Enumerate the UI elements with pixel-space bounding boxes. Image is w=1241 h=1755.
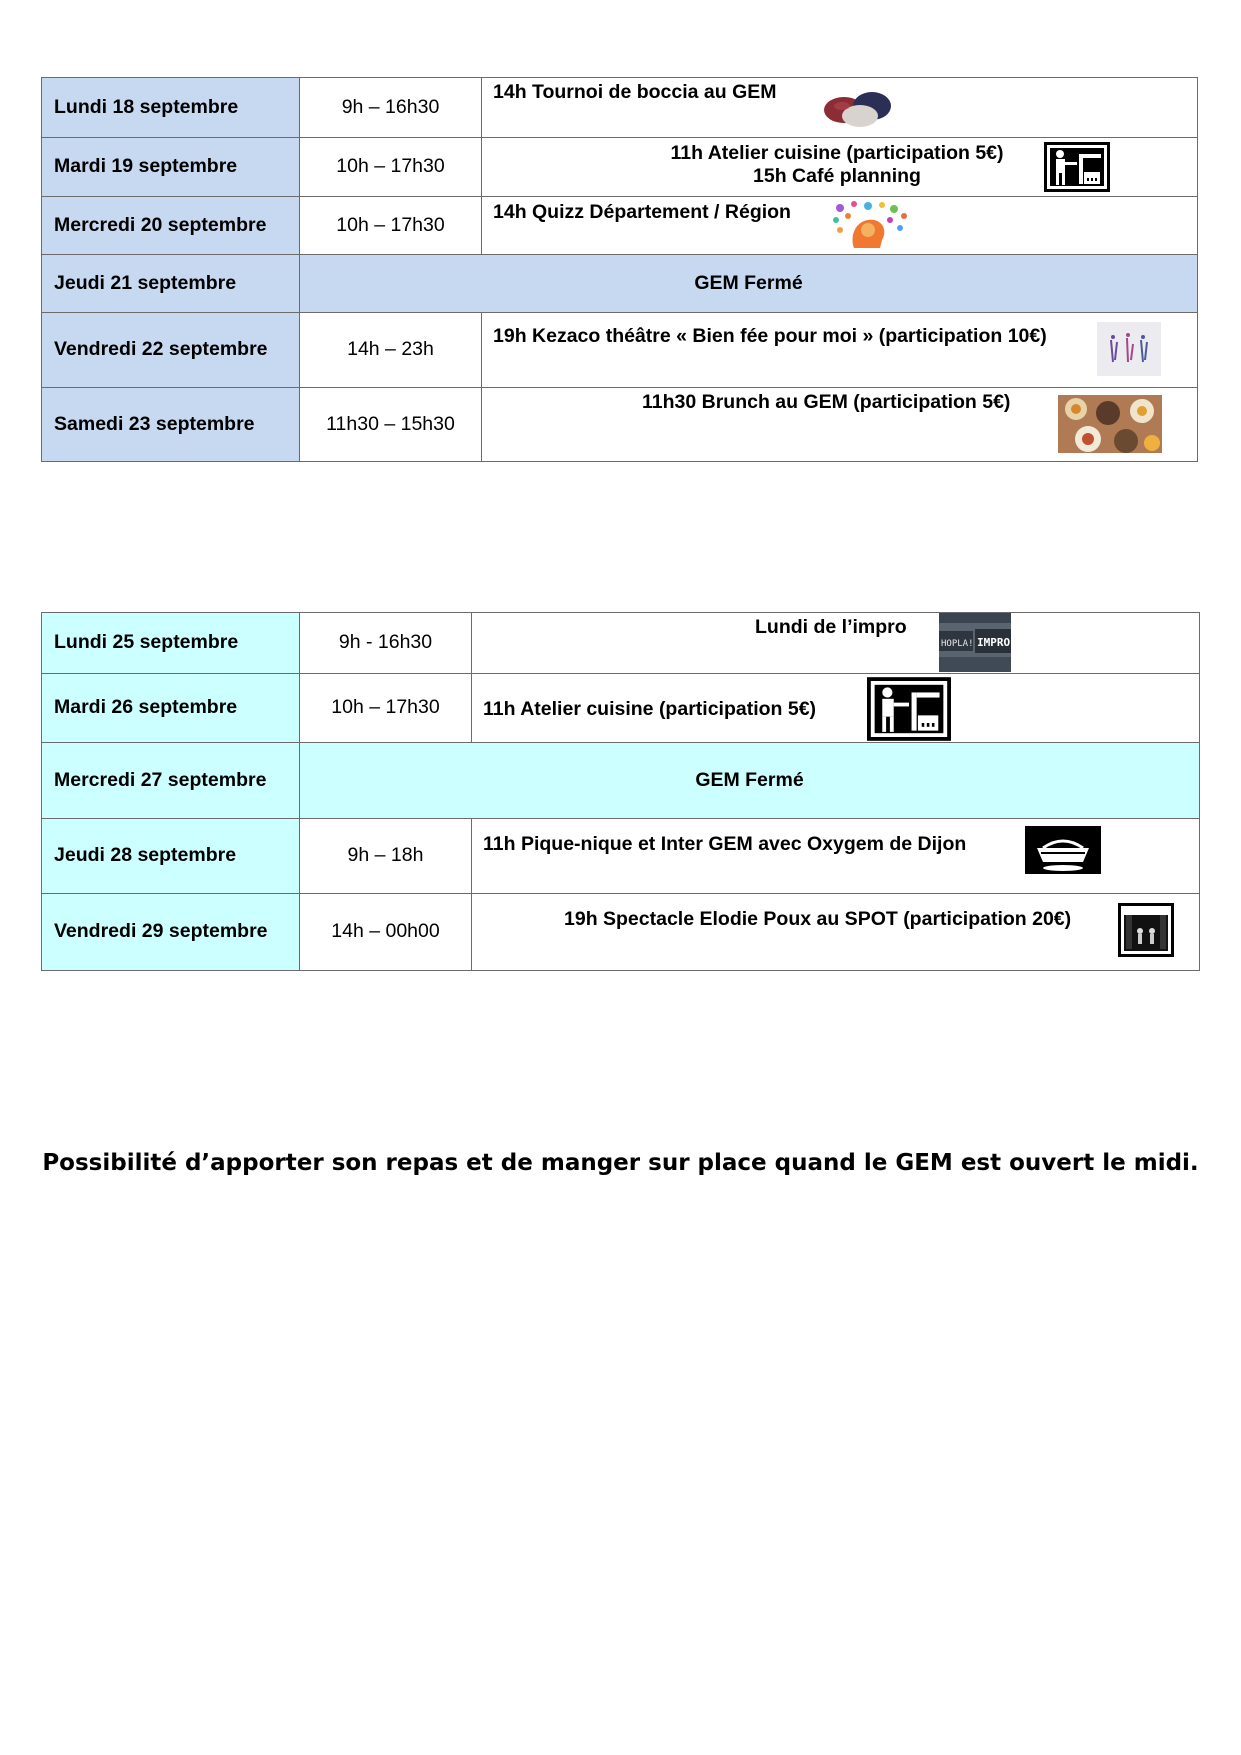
day-cell: Vendredi 22 septembre <box>42 313 300 388</box>
chef-cooking-icon <box>867 677 951 741</box>
chef-cooking-icon <box>1044 142 1110 192</box>
table-row <box>42 613 1200 674</box>
activity-cell <box>482 78 1198 138</box>
day-cell: Samedi 23 septembre <box>42 388 300 462</box>
table-row <box>42 255 1198 313</box>
activity-text: 19h Kezaco théâtre « Bien fée pour moi » (participation 10€) <box>493 325 1047 347</box>
sign-text-left: HOPLA! <box>941 639 974 649</box>
activity-text: 14h Quizz Département / Région <box>493 201 791 223</box>
day-cell: Mercredi 27 septembre <box>42 743 300 819</box>
picnic-basket-icon <box>1025 826 1101 874</box>
activity-line: 11h Atelier cuisine (participation 5€) <box>670 142 1004 164</box>
schedule-table-week2 <box>41 612 1200 971</box>
activity-cell <box>482 138 1198 197</box>
hours-cell: 14h – 00h00 <box>300 894 472 971</box>
activity-cell <box>482 197 1198 255</box>
hours-cell: 9h – 16h30 <box>300 78 482 138</box>
hours-cell: 9h – 18h <box>300 819 472 894</box>
activity-cell <box>472 674 1200 743</box>
day-cell: Jeudi 28 septembre <box>42 819 300 894</box>
hours-cell: 10h – 17h30 <box>300 674 472 743</box>
activity-text: 11h Pique-nique et Inter GEM avec Oxygem de Dijon <box>483 833 967 855</box>
schedule-table-week1 <box>41 77 1198 462</box>
table-row <box>42 78 1198 138</box>
hours-cell: 9h - 16h30 <box>300 613 472 674</box>
table-row <box>42 819 1200 894</box>
activity-text: 11h Atelier cuisine (participation 5€) <box>483 698 817 720</box>
stage-show-icon <box>1118 903 1174 957</box>
hours-cell: 14h – 23h <box>300 313 482 388</box>
day-cell: Vendredi 29 septembre <box>42 894 300 971</box>
day-cell: Mardi 26 septembre <box>42 674 300 743</box>
table-row <box>42 197 1198 255</box>
activity-line: 15h Café planning <box>753 165 921 188</box>
activity-cell <box>482 388 1198 462</box>
table-row <box>42 138 1198 197</box>
activity-text: Lundi de l’impro <box>755 616 907 638</box>
boccia-balls-icon <box>822 86 894 128</box>
table-row <box>42 894 1200 971</box>
table-row <box>42 388 1198 462</box>
activity-text: 19h Spectacle Elodie Poux au SPOT (participation 20€) <box>564 908 1072 930</box>
table-row <box>42 313 1198 388</box>
activity-cell <box>482 313 1198 388</box>
table-row <box>42 674 1200 743</box>
hours-cell: 10h – 17h30 <box>300 197 482 255</box>
day-cell: Lundi 18 septembre <box>42 78 300 138</box>
activity-text: 11h30 Brunch au GEM (participation 5€) <box>642 391 1011 413</box>
closed-cell: GEM Fermé <box>300 255 1198 313</box>
impro-sign-icon <box>939 613 1011 672</box>
table-row <box>42 743 1200 819</box>
footer-note: Possibilité d’apporter son repas et de manger sur place quand le GEM est ouvert le midi. <box>42 1150 1199 1176</box>
theatre-figures-icon <box>1097 322 1161 376</box>
hours-cell: 10h – 17h30 <box>300 138 482 197</box>
activity-cell <box>472 819 1200 894</box>
day-cell: Lundi 25 septembre <box>42 613 300 674</box>
brain-quiz-icon <box>830 200 910 250</box>
activity-text: 14h Tournoi de boccia au GEM <box>493 81 777 103</box>
brunch-food-icon <box>1058 395 1162 457</box>
activity-cell <box>472 613 1200 674</box>
activity-cell <box>472 894 1200 971</box>
day-cell: Mercredi 20 septembre <box>42 197 300 255</box>
activity-text <box>657 142 1017 189</box>
closed-cell: GEM Fermé <box>300 743 1200 819</box>
hours-cell: 11h30 – 15h30 <box>300 388 482 462</box>
day-cell: Jeudi 21 septembre <box>42 255 300 313</box>
day-cell: Mardi 19 septembre <box>42 138 300 197</box>
sign-text-right: IMPRO <box>977 636 1011 649</box>
